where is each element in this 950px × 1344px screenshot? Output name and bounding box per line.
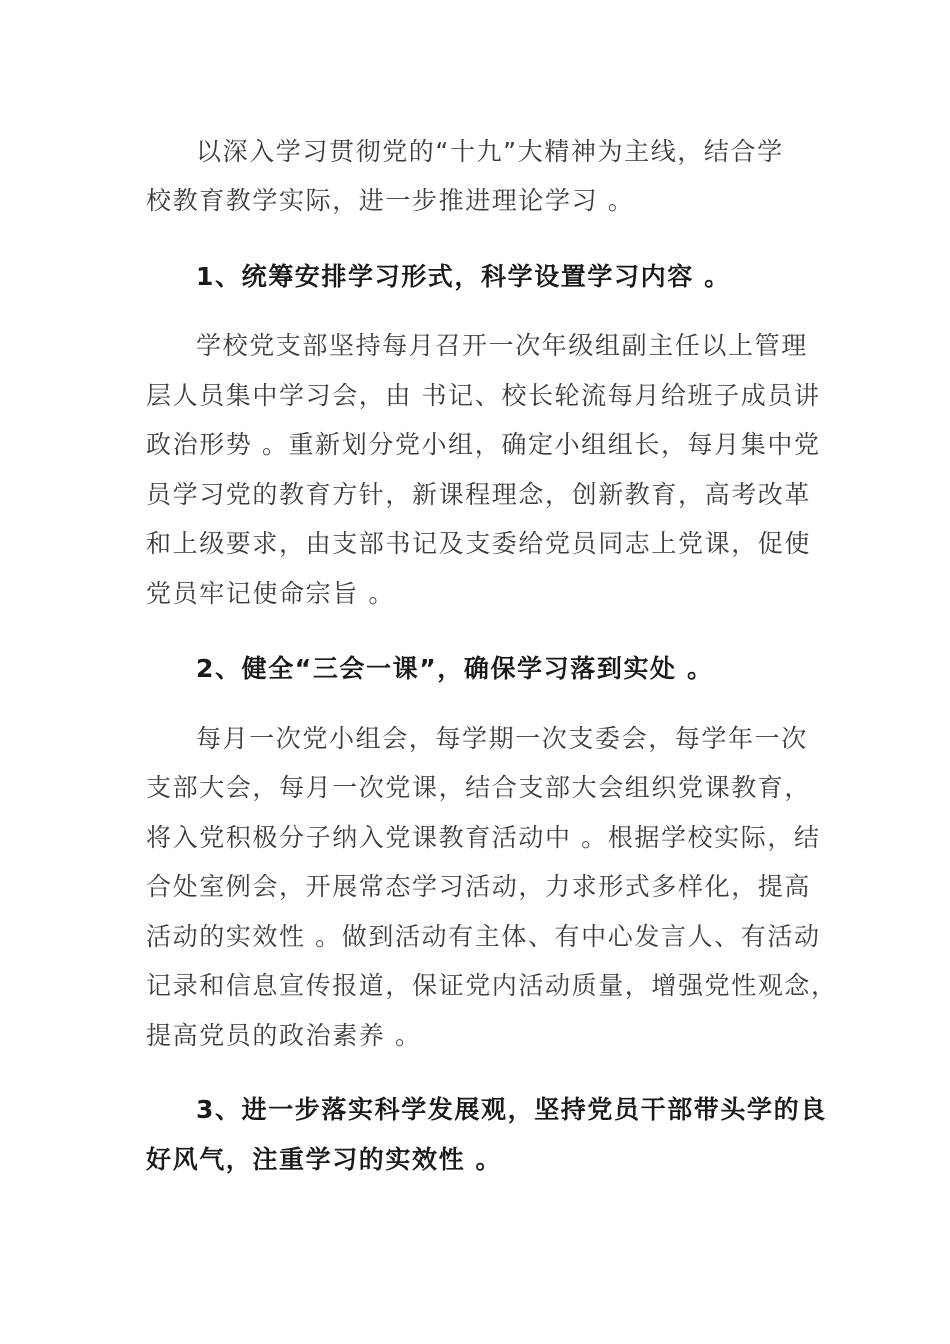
section-2-line-5: 活动的实效性 。做到活动有主体、有中心发言人、有活动 [146,922,821,951]
section-2-line-4: 合处室例会，开展常态学习活动，力求形式多样化，提高 [146,872,812,901]
section-2-line-6: 记录和信息宣传报道，保证党内活动质量，增强党性观念， [146,971,838,1000]
section-1-line-2: 层人员集中学习会，由 书记、校长轮流每月给班子成员讲 [146,381,821,410]
section-1-line-6: 党员牢记使命宗旨 。 [146,579,395,608]
section-1-line-4: 员学习党的教育方针，新课程理念，创新教育，高考改革 [146,480,812,509]
section-2-heading: 2、健全“三会一课”，确保学习落到实处 。 [196,654,714,683]
section-3-heading-line-1: 3、进一步落实科学发展观，坚持党员干部带头学的良 [196,1095,827,1124]
section-2-line-2: 支部大会，每月一次党课，结合支部大会组织党课教育， [146,773,812,802]
section-2-line-3: 将入党积极分子纳入党课教育活动中 。根据学校实际，结 [146,823,821,852]
section-2-line-1: 每月一次党小组会，每学期一次支委会，每学年一次 [196,724,808,753]
section-1-line-3: 政治形势 。重新划分党小组，确定小组组长，每月集中党 [146,430,821,459]
section-2-line-7: 提高党员的政治素养 。 [146,1021,422,1050]
section-3-heading-line-2: 好风气，注重学习的实效性 。 [146,1145,503,1174]
section-1-line-5: 和上级要求，由支部书记及支委给党员同志上党课，促使 [146,529,812,558]
intro-line-1: 以深入学习贯彻党的“十九”大精神为主线，结合学 [196,137,784,166]
section-1-heading: 1、统筹安排学习形式，科学设置学习内容 。 [196,262,731,291]
section-1-line-1: 学校党支部坚持每月召开一次年级组副主任以上管理 [196,331,808,360]
intro-line-2: 校教育教学实际，进一步推进理论学习 。 [146,186,635,215]
